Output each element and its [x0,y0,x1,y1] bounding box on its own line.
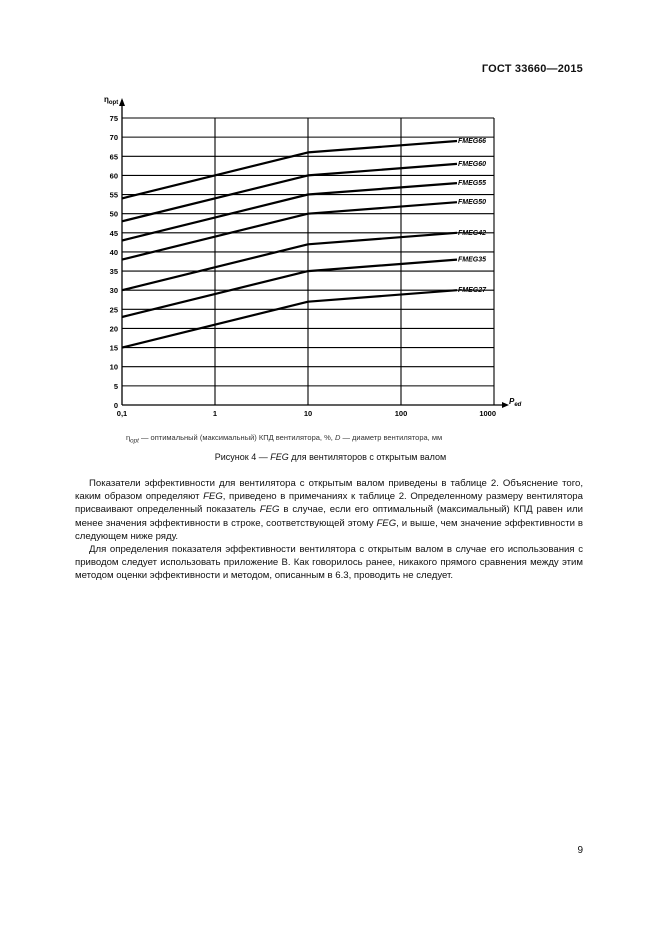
x-tick-label: 1000 [479,409,496,418]
y-tick-label: 25 [109,305,118,315]
chart-axes [119,98,509,408]
y-tick-label: 30 [109,286,118,296]
y-tick-label: 15 [109,343,118,353]
p1-feg-1: FEG [203,491,223,503]
body-text [75,477,583,583]
x-axis-label: $P_{ed}$ [509,397,522,408]
y-axis-label: $\eta_{opt}$ [104,95,119,106]
p1-part-3: в случае, если его оптимальный (максимальный) КПД равен или менее значения эффективности в строке, соответствующей этому [75,504,583,529]
document-header: ГОСТ 33660—2015 [481,63,583,75]
series-label-fmeg55: FMEG55 [457,180,487,188]
x-tick-label: 1 [212,409,218,418]
y-tick-label: 70 [109,133,118,143]
p1-part-1: Показатели эффективности для вентилятора с открытым валом приведены в таблице 2. Объяснение того, каким образом определяют [75,478,583,503]
series-line-fmeg27 [122,290,457,347]
caption-prefix: Рисунок 4 — [214,452,271,462]
eta-symbol: η [126,433,131,442]
y-tick-label: 55 [109,190,118,200]
caption-suffix: для вентиляторов с открытым валом [288,452,447,462]
series-line-fmeg42 [122,233,457,290]
y-axis-arrow [119,98,125,106]
series-label-fmeg50: FMEG50 [457,199,487,207]
paragraph-1 [75,477,583,543]
paragraph-2: Для определения показателя эффективности вентилятора с открытым валом в случае его использования с приводом следует использовать приложение В. Как говорилось ранее, никакого прямого сравнения между этим методом оценки эффективности и методом, описанным в 6.3, проводить не следует. [75,544,583,582]
d-symbol: D [334,433,341,442]
chart-labels [104,95,522,418]
series-line-fmeg66 [122,141,457,198]
series-label-fmeg66: FMEG66 [457,137,487,145]
eta-subscript: opt [130,437,139,445]
y-tick-label: 20 [109,324,118,334]
page-number: 9 [577,845,583,856]
x-tick-label: 0,1 [116,409,128,418]
y-tick-label: 50 [109,209,118,219]
chart-legend-note [126,433,442,445]
x-axis-arrow [502,402,509,408]
series-label-fmeg27: FMEG27 [457,287,487,295]
legend-note-end: — диаметр вентилятора, мм [340,433,443,442]
y-tick-label: 5 [113,381,118,391]
y-tick-label: 40 [109,247,118,257]
y-tick-label: 0 [113,401,118,410]
series-label-fmeg35: FMEG35 [457,256,487,264]
y-tick-label: 65 [109,152,118,162]
y-tick-label: 10 [109,362,118,372]
figure-caption [0,452,661,462]
series-line-fmeg55 [122,183,457,240]
series-label-fmeg60: FMEG60 [457,160,487,168]
p1-feg-3: FEG [376,517,397,529]
p1-part-4: , и выше, чем значение эффективности в следующем ниже ряду. [75,517,583,542]
y-tick-label: 35 [109,267,118,277]
x-tick-label: 10 [303,409,313,418]
caption-feg: FEG [270,452,289,462]
series-line-fmeg60 [122,164,457,221]
p1-feg-2: FEG [259,504,280,516]
series-line-fmeg50 [122,202,457,259]
y-tick-label: 45 [109,228,118,238]
p1-part-2: , приведено в примечаниях к таблице 2. Определенному размеру вентилятора присваивают определенный показатель [75,491,583,516]
series-label-fmeg42: FMEG42 [457,229,487,237]
x-tick-label: 100 [394,409,408,418]
y-tick-label: 60 [109,171,118,181]
chart-series [122,141,457,348]
feg-chart [92,88,532,428]
y-tick-label: 75 [109,114,118,123]
legend-note-middle: — оптимальный (максимальный) КПД вентилятора, %, [138,433,335,442]
series-line-fmeg35 [122,260,457,317]
